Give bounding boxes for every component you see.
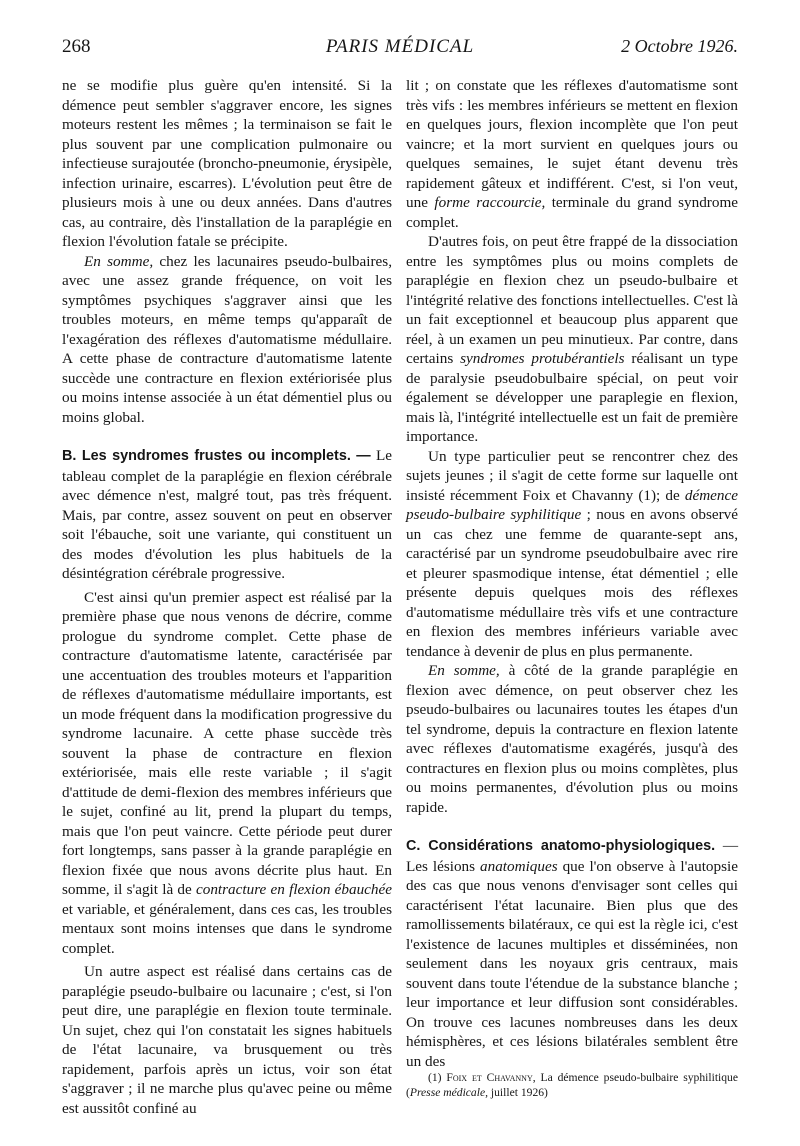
paragraph: Un type particulier peut se rencontrer chez des sujets jeunes ; il s'agit de cette forme sur laquelle ont insisté récemment Foix et Chavanny (1); de démence pseudo-bulbaire syphilitique ; nous en avons observé un cas chez une femme de quarante-sept ans, caractérisé par un syndrome pseudobulbaire avec rire et pleurer spasmodique intense, état démentiel ; elle présente depuis quelques mois des réflexes d'automatisme médullaire très vifs et une contracture en flexion des membres inférieurs variable avec tendance à devenir de plus en plus permanente. [406, 447, 738, 660]
paragraph: En somme, chez les lacunaires pseudo-bulbaires, avec une assez grande fréquence, on voit les symptômes psychiques s'aggraver ainsi que les troubles moteurs, en même temps qu'apparaît de l'exagération des réflexes d'automatisme médullaire. A cette phase de contracture d'automatisme latente succède une contracture en flexion extériorisée plus ou moins intense associée à un état démentiel plus ou moins global. [62, 252, 392, 426]
paragraph: lit ; on constate que les réflexes d'automatisme sont très vifs : les membres inférieurs se mettent en flexion en quelques jours, flexion incomplète que l'on peut vaincre; et la mort survient en quelques jours ou quelques semaines, le sujet étant devenu très rapidement gâteux et indifférent. C'est, si l'on veut, une forme raccourcie, terminale du grand syndrome complet. [406, 77, 739, 231]
paragraph: D'autres fois, on peut être frappé de la dissociation entre les symptômes plus ou moins complets de paraplégie en flexion chez un pseudo-bulbaire et l'intégrité relative des fonctions intellectuelles. C'est là un fait exceptionnel et beaucoup plus apparent que réel, à un examen un peu minutieux. Par contre, dans certains syndromes protubérantiels réalisant un type de paralysie pseudobulbaire spécial, on peut voir également se développer une paraplegie en flexion, mais là, l'intégrité intellectuelle est un fait de première importance. [406, 233, 738, 445]
paragraph: En somme, à côté de la grande paraplégie en flexion avec démence, on peut observer chez les pseudo-bulbaires ou lacunaires toutes les étapes d'un tel syndrome, depuis la contracture en flexion latente avec réflexes d'automatisme exagérés, jusqu'à des contractures en flexion plus ou moins complètes, plus ou moins permanentes, d'évolution plus ou moins rapide. [406, 662, 738, 816]
right-column: lit ; on constate que les réflexes d'automatisme sont très vifs : les membres inférieurs se mettent en flexion en quelques jours, flexion incomplète que l'on peut vaincre; et la mort survient en quelques jours ou quelques semaines, le sujet étant devenu très rapidement gâteux et indifférent. C'est, si l'on veut, une forme raccourcie, terminale du grand syndrome complet. D'autres fois, on peut être frappé de la dissociation entre les symptômes plus ou moins complets de paraplégie en flexion chez un pseudo-bulbaire et l'intégrité relative des fonctions intellectuelles. C'est là un fait exceptionnel et beaucoup plus apparent que réel, à un examen un peu minutieux. Par contre, dans certains syndromes protubérantiels réalisant un type de paralysie pseudobulbaire spécial, on peut voir également se développer une paraplegie en flexion, mais là, l'intégrité intellectuelle est un fait de première importance. Un type particulier peut se rencontrer chez des sujets jeunes ; il s'agit de cette forme sur laquelle ont insisté récemment Foix et Chavanny (1); de démence pseudo-bulbaire syphilitique ; nous en avons observé un cas chez une femme de quarante-sept ans, caractérisé par un syndrome pseudobulbaire avec rire et pleurer spasmodique intense, état démentiel ; elle présente depuis quelques mois des réflexes d'automatisme médullaire très vifs et une contracture en flexion des membres inférieurs variable avec tendance à devenir de plus en plus permanente. En somme, à côté de la grande paraplégie en flexion avec démence, on peut observer chez les pseudo-bulbaires ou lacunaires toutes les étapes d'un tel syndrome, depuis la contracture en flexion latente avec réflexes d'automatisme exagérés, jusqu'à des contractures en flexion plus ou moins complètes, plus ou moins permanentes, d'évolution plus ou moins rapide. C. Considérations anatomo-physiologiques. — Les lésions anatomiques que l'on observe à l'autopsie des cas que nous venons d'envisager sont celles qui caractérisent l'état lacunaire. Bien plus que des ramollissements bilatéraux, ce qui est la règle ici, c'est l'existence de lacunes multiples et disséminées, non seulement dans les noyaux gris centraux, mais souvent dans toute l'étendue de la substance blanche ; leur importance et leur diffusion sont considérables. On trouve ces lacunes nombreuses dans les deux hémisphères, et ces lésions bilatérales semblent être un des (1) Foix et Chavanny, La démence pseudo-bulbaire syphilitique (Presse médicale, juillet 1926) [406, 77, 739, 1099]
paragraph: ne se modifie plus guère qu'en intensité. Si la démence peut sembler s'aggraver encore, les signes moteurs restent les mêmes ; la terminaison se fait le plus souvent par une complication pulmonaire ou infectieuse surajoutée (broncho-pneumonie, érysipèle, infection urinaire, escarres). L'évolution peut être de plusieurs mois à une ou deux années. Dans d'autres cas, au contraire, dès l'installation de la paraplégie en flexion l'évolution fatale se précipite. [62, 77, 392, 250]
issue-date: 2 Octobre 1926. [621, 36, 738, 56]
running-header [62, 36, 738, 66]
paragraph: C'est ainsi qu'un premier aspect est réalisé par la première phase que nous venons de décrire, comme prologue du syndrome complet. Cette phase de contracture d'automatisme latente, caractérisée par une accentuation des troubles moteurs et l'apparition de réflexes d'automatisme médullaire importants, est un mode fréquent dans la modification progressive du syndrome lacunaire. A cette phase succède très souvent la phase de contracture en flexion extériorisée, mais elle reste variable ; il s'agit d'attitude de demi-flexion des membres inférieurs que le sujet, confiné au lit, prend la plupart du temps, mais que l'on peut vaincre. Cette période peut durer fort longtemps, sans passer à la grande paraplégie en flexion fixée que nous avons décrite plus haut. En somme, il s'agit là de contracture en flexion ébauchée et variable, et généralement, dans ces cas, les troubles mentaux sont moins intenses que dans le syndrome complet. [62, 588, 392, 957]
page-number: 268 [62, 36, 91, 57]
left-column: ne se modifie plus guère qu'en intensité. Si la démence peut sembler s'aggraver encore, les signes moteurs restent les mêmes ; la terminaison se fait le plus souvent par une complication pulmonaire ou infectieuse surajoutée (broncho-pneumonie, érysipèle, infection urinaire, escarres). L'évolution peut être de plusieurs mois à une ou deux années. Dans d'autres cas, au contraire, dès l'installation de la paraplégie en flexion l'évolution fatale se précipite. En somme, chez les lacunaires pseudo-bulbaires, avec une assez grande fréquence, on voit les symptômes psychiques s'aggraver ainsi que les troubles moteurs, en même temps qu'apparaît de l'exagération des réflexes d'automatisme médullaire. A cette phase de contracture d'automatisme latente succède une contracture en flexion extériorisée plus ou moins intense associée à un état démentiel plus ou moins global. B. Les syndromes frustes ou incomplets. — Le tableau complet de la paraplégie en flexion cérébrale avec démence n'est, malgré tout, pas très fréquent. Mais, par contre, assez souvent on peut en observer soit l'ébauche, soit une variante, qui constituent un des modes d'évolution les plus habituels de la désintégration cérébrale progressive. C'est ainsi qu'un premier aspect est réalisé par la première phase que nous venons de décrire, comme prologue du syndrome complet. Cette phase de contracture d'automatisme latente, caractérisée par une accentuation des troubles moteurs et l'apparition de réflexes d'automatisme médullaire importants, est un mode fréquent dans la modification progressive du syndrome lacunaire. A cette phase succède très souvent la phase de contracture en flexion extériorisée, mais elle reste variable ; il s'agit d'attitude de demi-flexion des membres inférieurs que le sujet, confiné au lit, prend la plupart du temps, mais que l'on peut vaincre. Cette période peut durer fort longtemps, sans passer à la grande paraplégie en flexion fixée que nous avons décrite plus haut. En somme, il s'agit là de contracture en flexion ébauchée et variable, et généralement, dans ces cas, les troubles mentaux sont moins intenses que dans le syndrome complet. Un autre aspect est réalisé dans certains cas de paraplégie pseudo-bulbaire ou lacunaire ; c'est, si l'on peut dire, une paraplégie en flexion toute terminale. Un sujet, chez qui l'on constatait les signes habituels de l'état lacunaire, va brusquement ou très rapidement, parfois après un ictus, voir son état s'aggraver ; il ne marche plus qu'avec peine ou même est aussitôt confiné au [62, 77, 392, 1117]
paragraph: Un autre aspect est réalisé dans certains cas de paraplégie pseudo-bulbaire ou lacunaire ; c'est, si l'on peut dire, une paraplégie en flexion toute terminale. Un sujet, chez qui l'on constatait les signes habituels de l'état lacunaire, va brusquement ou très rapidement, parfois après un ictus, voir son état s'aggraver ; il ne marche plus qu'avec peine ou même est aussitôt confiné au [62, 963, 392, 1117]
footnote: (1) Foix et Chavanny, La démence pseudo-bulbaire syphilitique (Presse médicale, juillet 1926) [406, 1071, 739, 1099]
journal-title: PARIS MÉDICAL [325, 36, 475, 57]
section-c-heading: C. Considérations anatomo-physiologiques. [406, 838, 716, 854]
section-b-heading: B. Les syndromes frustes ou incomplets. — [62, 448, 371, 464]
